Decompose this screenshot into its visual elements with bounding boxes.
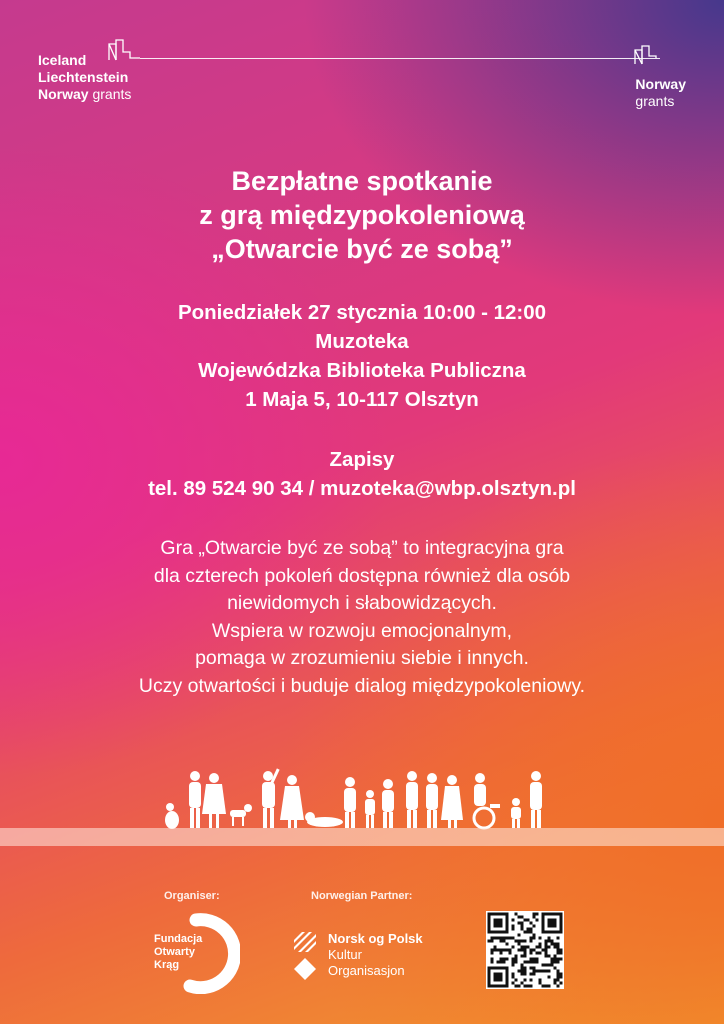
description-line: pomaga w zrozumieniu siebie i innych.: [195, 647, 529, 669]
description-line: Uczy otwartości i buduje dialog międzypokoleniowy.: [138, 674, 586, 697]
header-divider-line: [140, 58, 660, 59]
partner-logo-line: Organisasjon: [328, 963, 405, 978]
title-line: „Otwarcie być ze sobą”: [211, 234, 513, 264]
title-line: Bezpłatne spotkanie: [231, 166, 493, 196]
organiser-logo-text: Otwarty: [154, 946, 195, 958]
grants-logo-line: grants: [635, 93, 675, 109]
event-date: Poniedziałek 27 stycznia 10:00 - 12:00: [177, 301, 547, 324]
event-address: 1 Maja 5, 10-117 Olsztyn: [245, 388, 479, 411]
grants-logo-line: Norway: [38, 86, 89, 102]
partner-logo-text: [328, 931, 423, 979]
signup-section: [0, 445, 724, 503]
event-title: [0, 164, 724, 266]
grants-logo-right: [635, 76, 686, 110]
grants-logo-line: Liechtenstein: [38, 69, 129, 85]
partner-logo-line: Norsk og Polsk: [328, 931, 423, 946]
organiser-logo-text: Krąg: [154, 959, 180, 971]
event-institution: Wojewódzka Biblioteka Publiczna: [198, 359, 526, 382]
description-line: niewidomych i słabowidzących.: [227, 592, 497, 614]
event-details: [0, 298, 724, 414]
signup-label: Zapisy: [329, 448, 395, 471]
description-line: dla czterech pokoleń dostępna również dla osób: [153, 564, 571, 587]
organiser-logo-text: Fundacja: [154, 933, 203, 945]
qr-code-icon[interactable]: [486, 911, 564, 989]
grants-logo-line: grants: [92, 86, 132, 102]
grants-logo-left: [38, 52, 131, 103]
partner-label: Norwegian Partner:: [311, 890, 413, 902]
description-line: Gra „Otwarcie być ze sobą” to integracyjna gra: [160, 537, 564, 559]
grants-logo-icon: [634, 44, 662, 66]
ground-band: [0, 828, 724, 846]
organiser-label: Organiser:: [164, 890, 220, 902]
grants-logo-line: Iceland: [38, 52, 87, 68]
partner-logo-line: Kultur: [328, 947, 362, 962]
title-line: z grą międzypokoleniową: [199, 200, 525, 230]
partner-logo-icon: [292, 930, 322, 980]
event-venue: Muzoteka: [315, 330, 409, 353]
people-illustration-icon: [150, 762, 570, 834]
grants-logo-line: Norway: [635, 76, 686, 92]
description-line: Wspiera w rozwoju emocjonalnym,: [211, 619, 513, 642]
signup-contact: tel. 89 524 90 34 / muzoteka@wbp.olsztyn.pl: [148, 477, 576, 500]
organiser-logo-icon: [150, 912, 240, 994]
game-description: [0, 535, 724, 700]
